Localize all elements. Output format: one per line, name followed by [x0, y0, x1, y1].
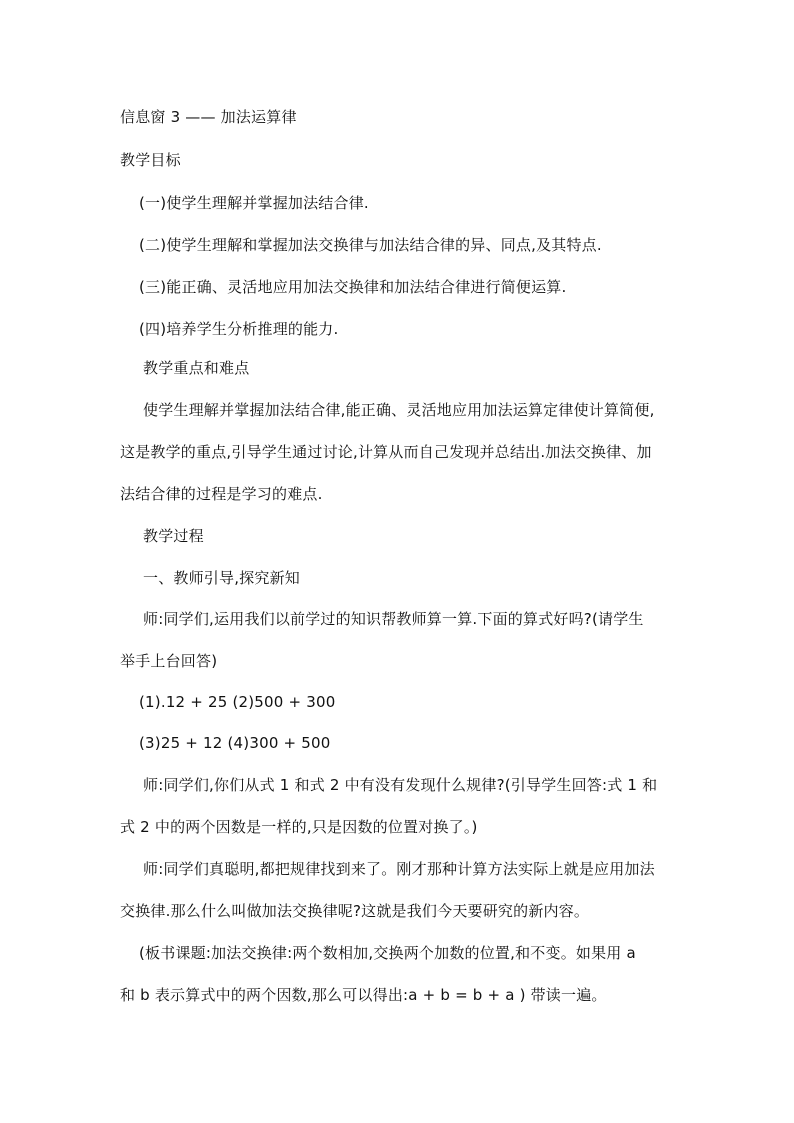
section-heading-process: 教学过程 [143, 527, 204, 545]
paragraph-line: 师:同学们真聪明,都把规律找到来了。刚才那种计算方法实际上就是应用加法 [143, 860, 655, 878]
section-heading-key-points: 教学重点和难点 [143, 359, 250, 377]
paragraph-line: (板书课题:加法交换律:两个数相加,交换两个加数的位置,和不变。如果用 a [139, 944, 636, 962]
paragraph-line: 法结合律的过程是学习的难点. [120, 485, 323, 503]
goal-item: (一)使学生理解并掌握加法结合律. [139, 194, 369, 212]
section-heading-goals: 教学目标 [120, 151, 181, 169]
paragraph-line: 交换律.那么什么叫做加法交换律呢?这就是我们今天要研究的新内容。 [120, 902, 590, 920]
exercise-line: (3)25 + 12 (4)300 + 500 [139, 734, 331, 752]
document-title: 信息窗 3 —— 加法运算律 [120, 108, 297, 126]
paragraph-line: 举手上台回答) [120, 652, 218, 670]
goal-item: (二)使学生理解和掌握加法交换律与加法结合律的异、同点,及其特点. [139, 236, 602, 254]
step-heading: 一、教师引导,探究新知 [143, 569, 300, 587]
paragraph-line: 式 2 中的两个因数是一样的,只是因数的位置对换了。) [120, 818, 478, 836]
exercise-line: (1).12 + 25 (2)500 + 300 [139, 693, 336, 711]
goal-item: (四)培养学生分析推理的能力. [139, 320, 339, 338]
paragraph-line: 和 b 表示算式中的两个因数,那么可以得出:a + b = b + a ) 带读一遍。 [120, 986, 607, 1004]
paragraph-line: 师:同学们,你们从式 1 和式 2 中有没有发现什么规律?(引导学生回答:式 1 和 [143, 776, 658, 794]
paragraph-line: 师:同学们,运用我们以前学过的知识帮教师算一算.下面的算式好吗?(请学生 [143, 610, 644, 628]
paragraph-line: 这是教学的重点,引导学生通过讨论,计算从而自己发现并总结出.加法交换律、加 [120, 443, 652, 461]
goal-item: (三)能正确、灵活地应用加法交换律和加法结合律进行简便运算. [139, 278, 567, 296]
paragraph-line: 使学生理解并掌握加法结合律,能正确、灵活地应用加法运算定律使计算简便, [143, 401, 655, 419]
